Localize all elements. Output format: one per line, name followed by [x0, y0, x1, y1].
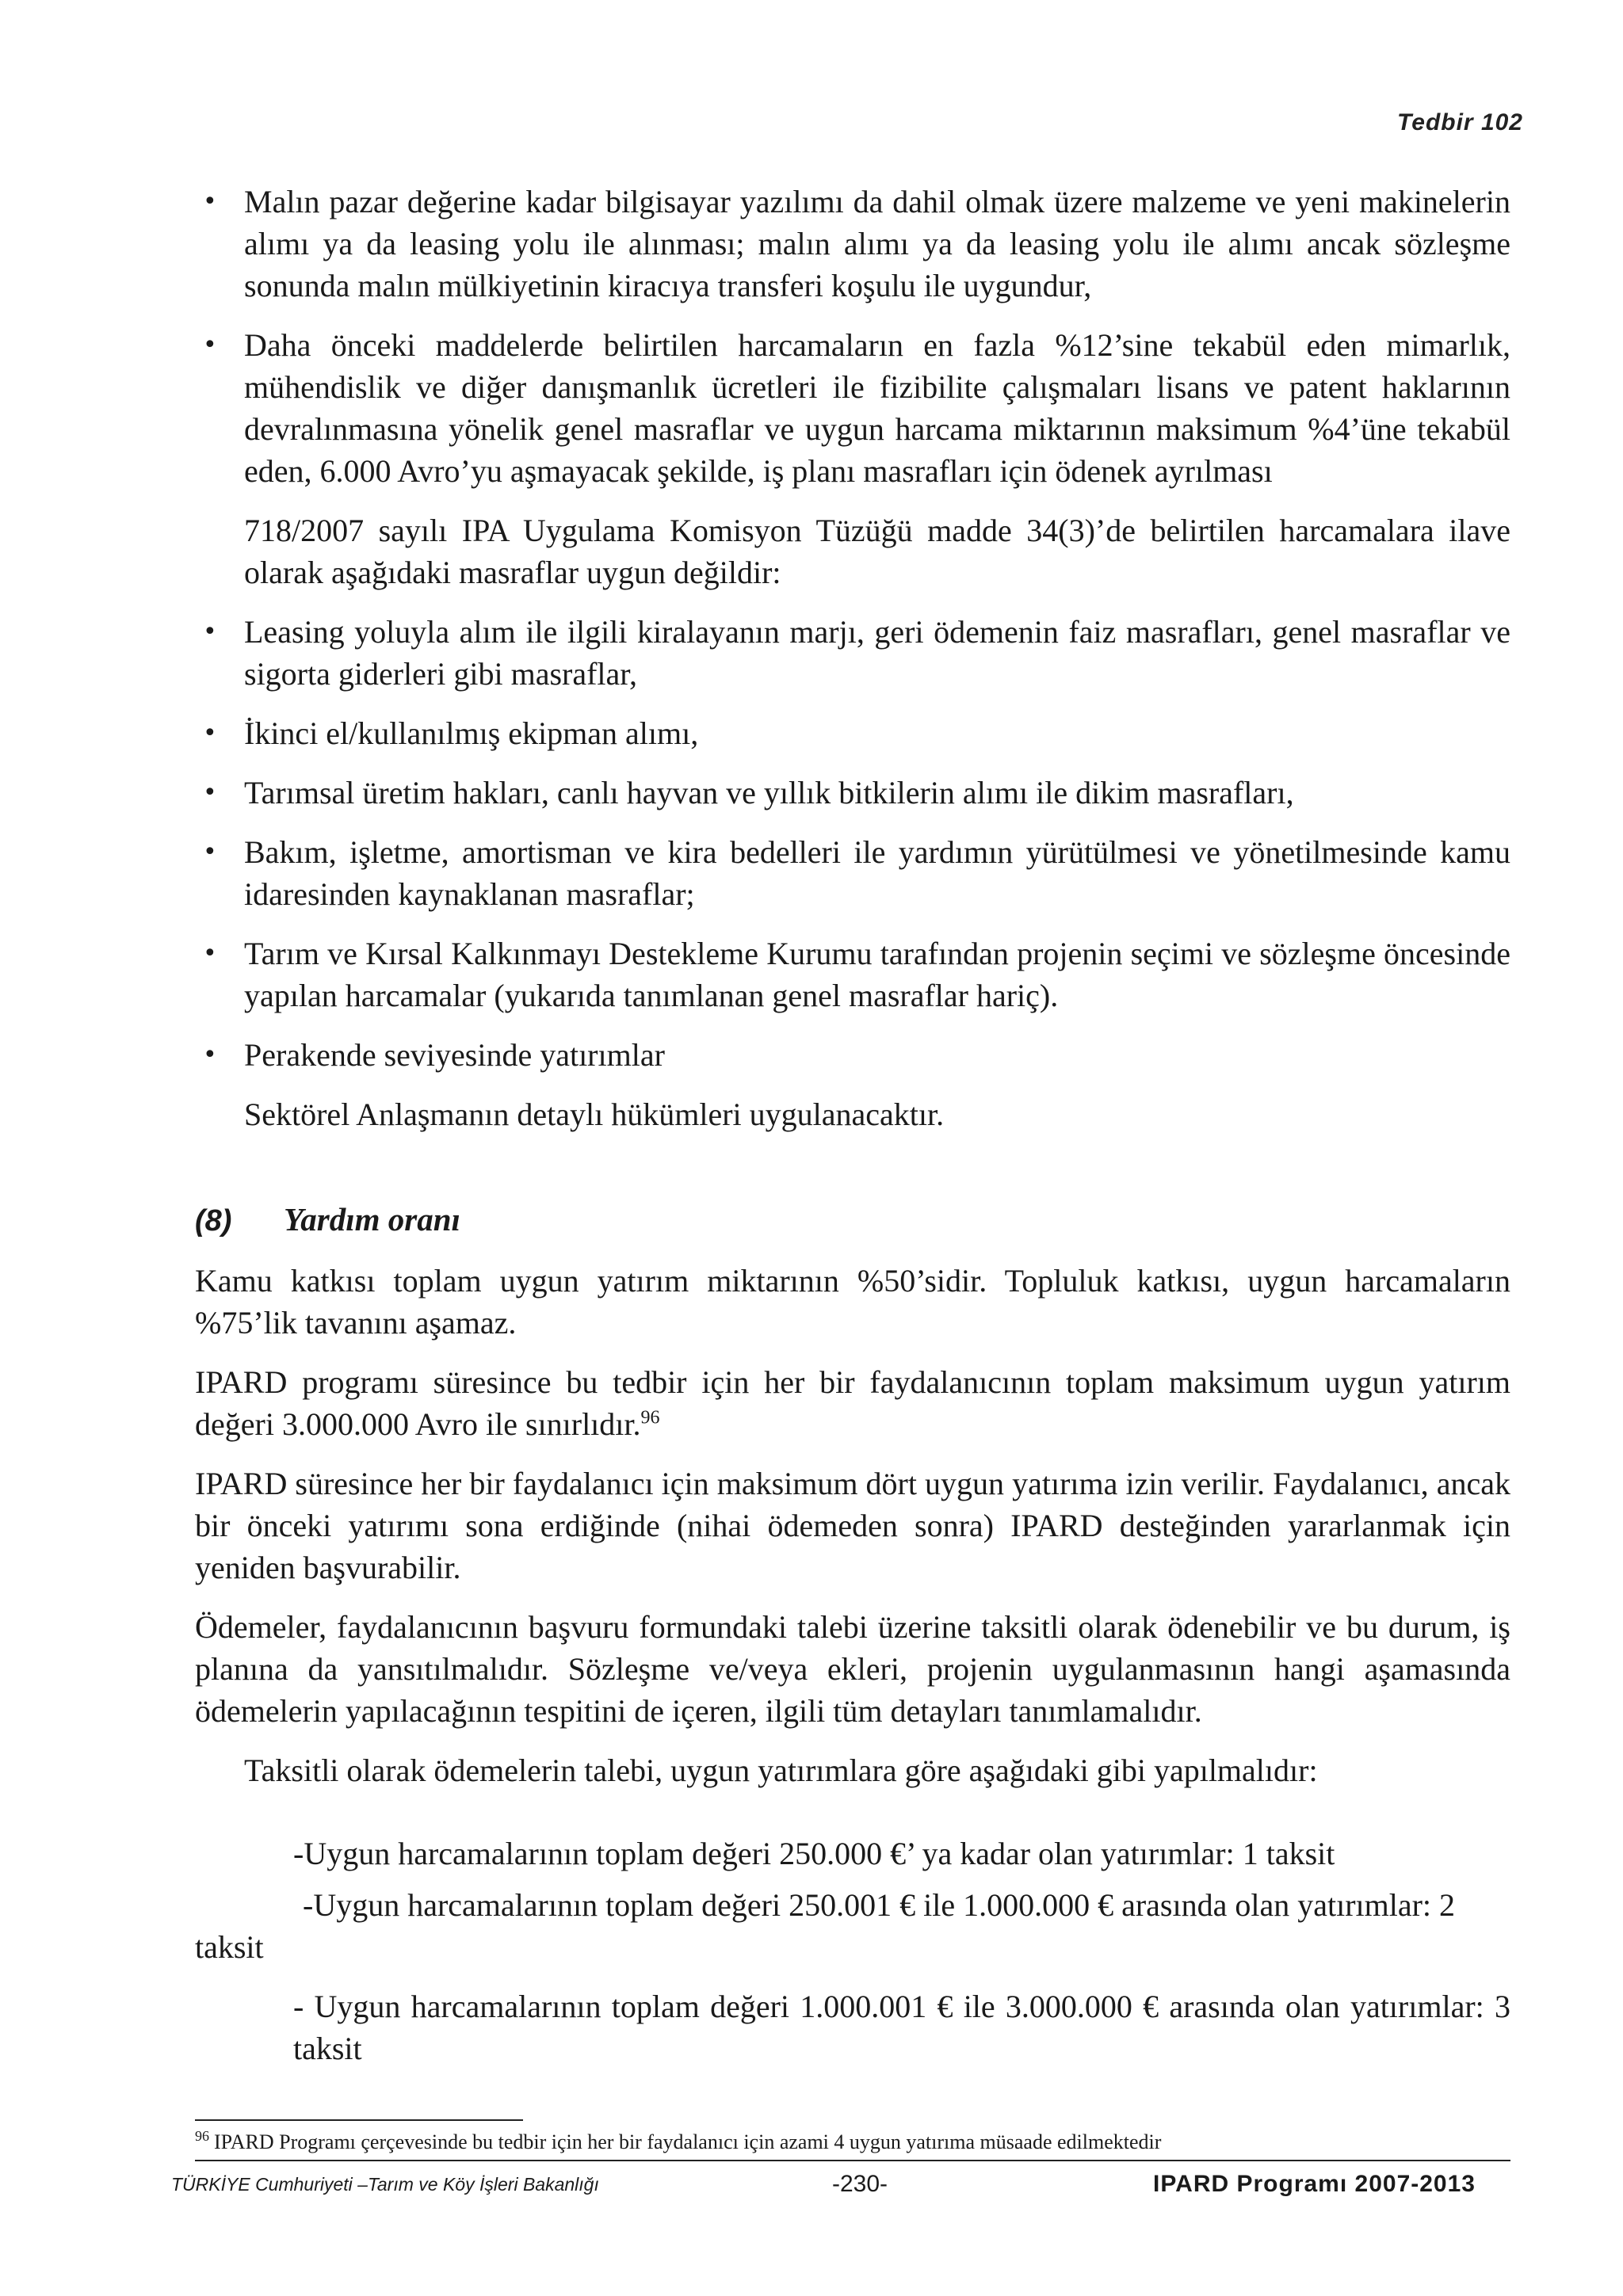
list-item [195, 611, 1510, 695]
section-title: Yardım oranı [284, 1201, 460, 1238]
installment-item-wrap: taksit [195, 1929, 264, 1965]
list-item-text: Tarım ve Kırsal Kalkınmayı Destekleme Kurumu tarafından projenin seçimi ve sözleşme öncesinde yapılan harcamalar (yukarıda tanımlanan genel masraflar hariç). [244, 936, 1510, 1013]
bullet-icon: • [203, 719, 217, 747]
list-item-text: Tarımsal üretim hakları, canlı hayvan ve yıllık bitkilerin alımı ile dikim masrafları, [244, 775, 1294, 810]
list-item-text: Bakım, işletme, amortisman ve kira bedelleri ile yardımın yürütülmesi ve yönetilmesinde kamu idaresinden kaynaklanan masraflar; [244, 834, 1510, 912]
footer-divider [195, 2160, 1510, 2161]
body-text [195, 181, 1510, 2069]
paragraph: Kamu katkısı toplam uygun yatırım miktarının %50’sidir. Topluluk katkısı, uygun harcamaların %75’lik tavanını aşamaz. [195, 1263, 1510, 1341]
bullet-icon: • [203, 940, 217, 967]
paragraph-text: IPARD programı süresince bu tedbir için her bir faydalanıcının toplam maksimum uygun yatırım değeri 3.000.000 Avro ile sınırlıdır. [195, 1364, 1510, 1442]
list-item [195, 712, 1510, 754]
list-item-text: Leasing yoluyla alım ile ilgili kiralayanın marjı, geri ödemenin faiz masrafları, genel masraflar ve sigorta giderleri gibi masraflar, [244, 614, 1510, 692]
bullet-icon: • [203, 838, 217, 866]
paragraph [195, 1361, 1510, 1445]
paragraph: Ödemeler, faydalanıcının başvuru formundaki talebi üzerine taksitli olarak ödenebilir ve bu durum, iş planına da yansıtılmalıdır. Sözleşme ve/veya ekleri, projenin uygulanmasının hangi aşamasında ödemelerin yapılacağının tespitini de içeren, ilgili tüm detayları tanımlamalıdır. [195, 1609, 1510, 1729]
list-item-text: Perakende seviyesinde yatırımlar [244, 1037, 665, 1073]
list-item [195, 831, 1510, 915]
running-header: Tedbir 102 [1397, 109, 1523, 135]
list-item-text: Malın pazar değerine kadar bilgisayar yazılımı da dahil olmak üzere malzeme ve yeni makinelerin alımı ya da leasing yolu ile alınması; malın alımı ya da leasing yolu ile alımı ancak sözleşme sonunda malın mülkiyetinin kiracıya transferi koşulu ile uygundur, [244, 184, 1510, 303]
installment-item: -Uygun harcamalarının toplam değeri 250.001 € ile 1.000.000 € arasında olan yatırımlar: 2 [303, 1887, 1456, 1923]
bullet-icon: • [203, 331, 217, 359]
paragraph: IPARD süresince her bir faydalanıcı için maksimum dört uygun yatırıma izin verilir. Faydalanıcı, ancak bir önceki yatırımı sona erdiğinde (nihai ödemeden sonra) IPARD desteğinden yararlanmak için yeniden başvurabilir. [195, 1466, 1510, 1585]
installment-item: - Uygun harcamalarının toplam değeri 1.000.001 € ile 3.000.000 € arasında olan yatırımlar: 3 taksit [293, 1989, 1510, 2066]
bullet-icon: • [203, 618, 217, 646]
footnote-reference[interactable]: 96 [640, 1407, 660, 1428]
list-item [195, 933, 1510, 1016]
list-item [195, 324, 1510, 492]
page-number: -230- [832, 2171, 888, 2197]
footnote-text: IPARD Programı çerçevesinde bu tedbir için her bir faydalanıcı için azami 4 uygun yatırıma müsaade edilmektedir [214, 2130, 1162, 2153]
section-number: (8) [195, 1204, 232, 1238]
installment-item: -Uygun harcamalarının toplam değeri 250.000 €’ ya kadar olan yatırımlar: 1 taksit [293, 1836, 1335, 1871]
footnote-separator [195, 2119, 523, 2121]
list-item [195, 772, 1510, 814]
list-item [195, 1034, 1510, 1076]
intro-paragraph: 718/2007 sayılı IPA Uygulama Komisyon Tüzüğü madde 34(3)’de belirtilen harcamalara ilave olarak aşağıdaki masraflar uygun değildir: [244, 513, 1510, 590]
footer-program: IPARD Programı 2007-2013 [1153, 2171, 1476, 2197]
bullet-icon: • [203, 1041, 217, 1069]
sector-note: Sektörel Anlaşmanın detaylı hükümleri uygulanacaktır. [244, 1097, 945, 1132]
section-heading [195, 1199, 1510, 1242]
paragraph: Taksitli olarak ödemelerin talebi, uygun yatırımlara göre aşağıdaki gibi yapılmalıdır: [244, 1753, 1318, 1788]
list-item-text: İkinci el/kullanılmış ekipman alımı, [244, 715, 699, 751]
list-item [195, 181, 1510, 307]
bullet-icon: • [203, 779, 217, 807]
footer-ministry: TÜRKİYE Cumhuriyeti –Tarım ve Köy İşleri Bakanlığı [171, 2174, 599, 2195]
list-item-text: Daha önceki maddelerde belirtilen harcamaların en fazla %12’sine tekabül eden mimarlık, mühendislik ve diğer danışmanlık ücretleri ile fizibilite çalışmaları lisans ve patent haklarının devralınmasına yönelik genel masraflar ve uygun harcama miktarının maksimum %4’üne tekabül eden, 6.000 Avro’yu aşmayacak şekilde, iş planı masrafları için ödenek ayrılması [244, 327, 1510, 489]
bullet-icon: • [203, 188, 217, 215]
footnote [195, 2130, 1510, 2155]
footnote-number: 96 [195, 2128, 209, 2145]
